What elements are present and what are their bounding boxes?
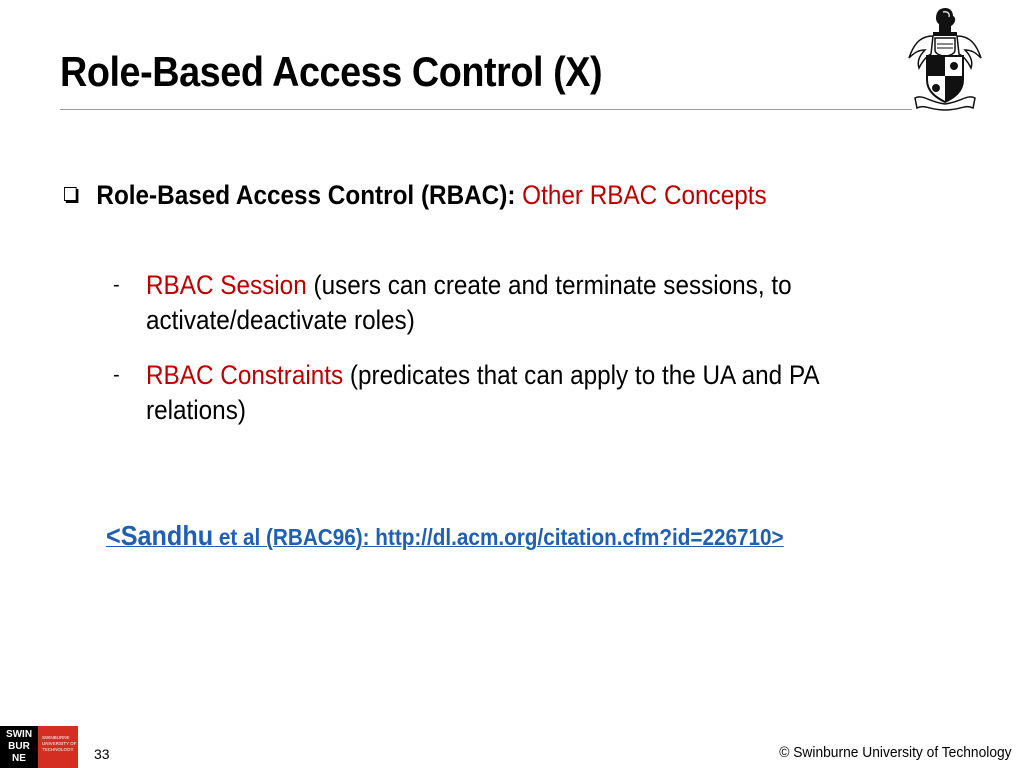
reference-url[interactable]: : http://dl.acm.org/citation.cfm?id=226710> [362, 524, 784, 550]
logo-line: BUR [8, 741, 30, 752]
constraints-term: RBAC Constraints [146, 360, 344, 390]
sub-bullet-session [146, 268, 920, 338]
page-number: 33 [94, 746, 110, 762]
bullet-bold-text: Role-Based Access Control (RBAC): [96, 180, 523, 210]
constraints-description: (predicates that can apply to the UA and PA relations) [146, 360, 819, 425]
bullet-red-text: Other RBAC Concepts [522, 180, 767, 210]
logo-small-line: SWINBURNE [42, 735, 70, 740]
logo-small-line: TECHNOLOGY [42, 747, 74, 752]
logo-small-line: UNIVERSITY OF [42, 741, 77, 746]
university-crest-icon [905, 6, 985, 112]
reference-paper[interactable]: et al (RBAC96) [213, 524, 363, 550]
copyright-notice: © Swinburne University of Technology [779, 744, 1012, 761]
title-divider [60, 109, 912, 110]
session-term: RBAC Session [146, 270, 307, 300]
reference-author[interactable]: <Sandhu [106, 520, 214, 551]
logo-tagline [38, 726, 78, 768]
sub-bullet-constraints [146, 358, 920, 428]
logo-line: SWIN [5, 729, 33, 740]
sub-bullet-marker: - [113, 274, 120, 296]
reference-link[interactable] [106, 520, 784, 552]
main-bullet [64, 180, 767, 211]
logo-line: NE [12, 753, 26, 764]
slide-title: Role-Based Access Control (X) [60, 48, 603, 95]
sub-bullet-marker: - [113, 364, 120, 386]
hollow-square-bullet-icon [64, 187, 77, 201]
session-description: (users can create and terminate sessions, to activate/deactivate roles) [146, 270, 792, 335]
swinburne-logo [0, 726, 78, 768]
logo-wordmark [0, 726, 38, 768]
